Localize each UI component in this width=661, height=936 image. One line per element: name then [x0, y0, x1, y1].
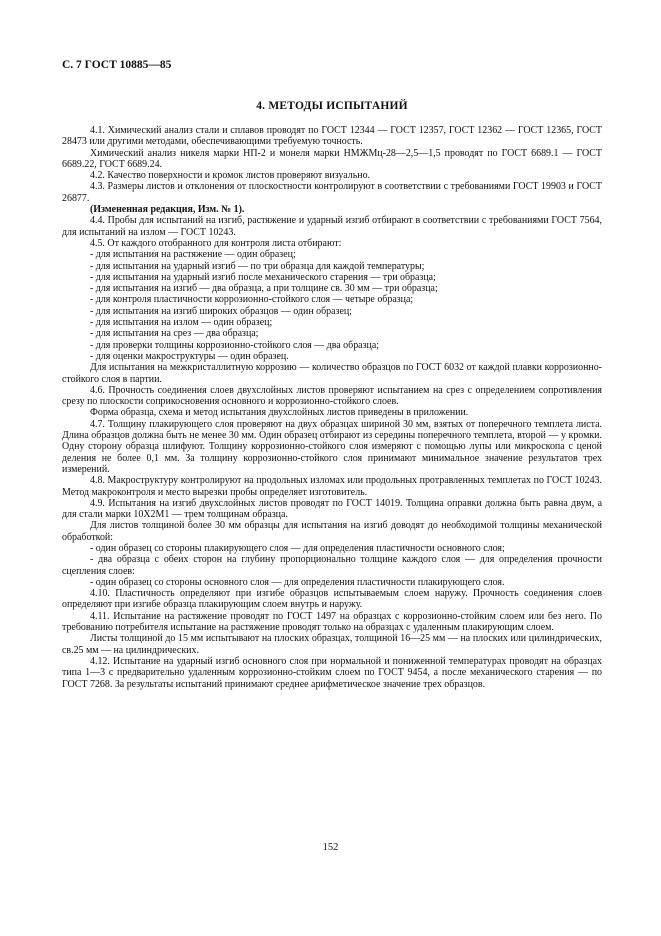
paragraph: 4.9. Испытания на изгиб двухслойных листов проводят по ГОСТ 14019. Толщина оправки должна быть равна двум, а для стали марки 10Х2М1 — трем толщинам образца.: [62, 497, 602, 521]
paragraph: 4.10. Пластичность определяют при изгибе образцов испытываемым слоем наружу. Прочность соединения слоев определяют при изгибе образца плакирующим слоем внутрь и наружу.: [62, 588, 602, 611]
paragraph: Химический анализ никеля марки НП-2 и монеля марки НМЖМц-28—2,5—1,5 проводят по ГОСТ 6689.1 — ГОСТ 6689.22, ГОСТ 6689.24.: [62, 147, 602, 170]
paragraph: - один образец со стороны плакирующего слоя — для определения пластичности основного слоя;: [90, 542, 505, 554]
list-item: - для испытания на срез — два образца;: [90, 328, 259, 340]
paragraph: - два образца с обеих сторон на глубину пропорционально толщине каждого слоя — для определения прочности сцепления слоев:: [62, 554, 602, 577]
paragraph: - один образец со стороны основного слоя — для определения пластичности плакирующего слоя.: [90, 576, 505, 588]
paragraph: 4.2. Качество поверхности и кромок листов проверяют визуально.: [90, 170, 371, 182]
paragraph: 4.6. Прочность соединения слоев двухслойных листов проверяют испытанием на срез с определением сопротивления срезу по плоскости соприкосновения основного и коррозионно-стойкого слоев.: [62, 384, 602, 408]
paragraph: Листы толщиной до 15 мм испытывают на плоских образцах, толщиной 16—25 мм — на плоских или цилиндрических, св.25 мм — на цилиндрических.: [62, 633, 602, 656]
paragraph: Форма образца, схема и метод испытания двухслойных листов приведены в приложении.: [90, 407, 469, 419]
paragraph: 4.11. Испытание на растяжение проводят по ГОСТ 1497 на образцах с коррозионно-стойким слоем или без него. По требованию потребителя испытание на растяжение проводят только на образцах с удаленным плакирующим слоем.: [62, 610, 602, 634]
list-item: - для испытания на ударный изгиб — по три образца для каждой температуры;: [90, 260, 425, 272]
paragraph: Для листов толщиной более 30 мм образцы для испытания на изгиб доводят до необходимой толщины механической обработкой:: [62, 520, 602, 543]
section-title: 4. МЕТОДЫ ИСПЫТАНИЙ: [256, 100, 408, 112]
paragraph: 4.4. Пробы для испытаний на изгиб, растяжение и ударный изгиб отбирают в соответствии с требованиями ГОСТ 7564, для испытаний на излом — ГОСТ 10243.: [62, 215, 602, 238]
document-page: [62, 58, 602, 690]
list-item: - для испытания на излом — один образец;: [90, 317, 273, 329]
paragraph: 4.5. От каждого отобранного для контроля листа отбирают:: [90, 237, 342, 249]
amendment-note: (Измененная редакция, Изм. № 1).: [90, 204, 245, 216]
list-item: - для испытания на ударный изгиб после механического старения — три образца;: [90, 271, 436, 283]
page-header: С. 7 ГОСТ 10885—85: [62, 59, 172, 71]
list-item: - для проверки толщины коррозионно-стойкого слоя — два образца;: [90, 339, 379, 351]
paragraph: 4.7. Толщину плакирующего слоя проверяют на двух образцах шириной 30 мм, взятых от поперечного темплета листа. Длина образцов должна быть не менее 30 мм. Один образец отбирают из середины поперечного темплета, второй — у кромки. Одну сторону образца шлифуют. Толщину коррозионно-стойкого слоя измеряют с помощью лупы или микроскопа с ценой деления не более 0,1 мм. За толщину коррозионно-стойкого слоя принимают минимальное значение результатов трех измерений.: [62, 418, 602, 475]
list-item: - для испытания на изгиб — два образца, а при толщине св. 30 мм — три образца;: [90, 283, 438, 295]
list-item: - для испытания на изгиб широких образцов — один образец;: [90, 305, 352, 317]
paragraph: 4.1. Химический анализ стали и сплавов проводят по ГОСТ 12344 — ГОСТ 12357, ГОСТ 12362 — ГОСТ 12365, ГОСТ 28473 или другими методами, обеспечивающими требуемую точность.: [62, 125, 602, 148]
list-item: - для оценки макроструктуры — один образец.: [90, 350, 289, 362]
list-item: - для испытания на растяжение — один образец;: [90, 249, 296, 261]
paragraph: 4.3. Размеры листов и отклонения от плоскостности контролируют в соответствии с требованиями ГОСТ 19903 и ГОСТ 26877.: [62, 181, 602, 204]
page-number: 152: [322, 842, 339, 853]
paragraph: 4.8. Макроструктуру контролируют на продольных изломах или продольных протравленных темплетах по ГОСТ 10243. Метод макроконтроля и место вырезки пробы определяет изготовитель.: [62, 475, 602, 498]
list-item: - для контроля пластичности коррозионно-стойкого слоя — четыре образца;: [90, 294, 414, 306]
paragraph: Для испытания на межкристаллитную коррозию — количество образцов по ГОСТ 6032 от каждой плавки коррозионно-стойкого слоя в партии.: [62, 362, 602, 385]
paragraph: 4.12. Испытание на ударный изгиб основного слоя при нормальной и пониженной температурах проводят на образцах типа 1—3 с предварительно удаленным коррозионно-стойким слоем по ГОСТ 9454, а после механического старения — по ГОСТ 7268. За результаты испытаний принимают среднее арифметическое значение трех образцов.: [62, 655, 602, 690]
